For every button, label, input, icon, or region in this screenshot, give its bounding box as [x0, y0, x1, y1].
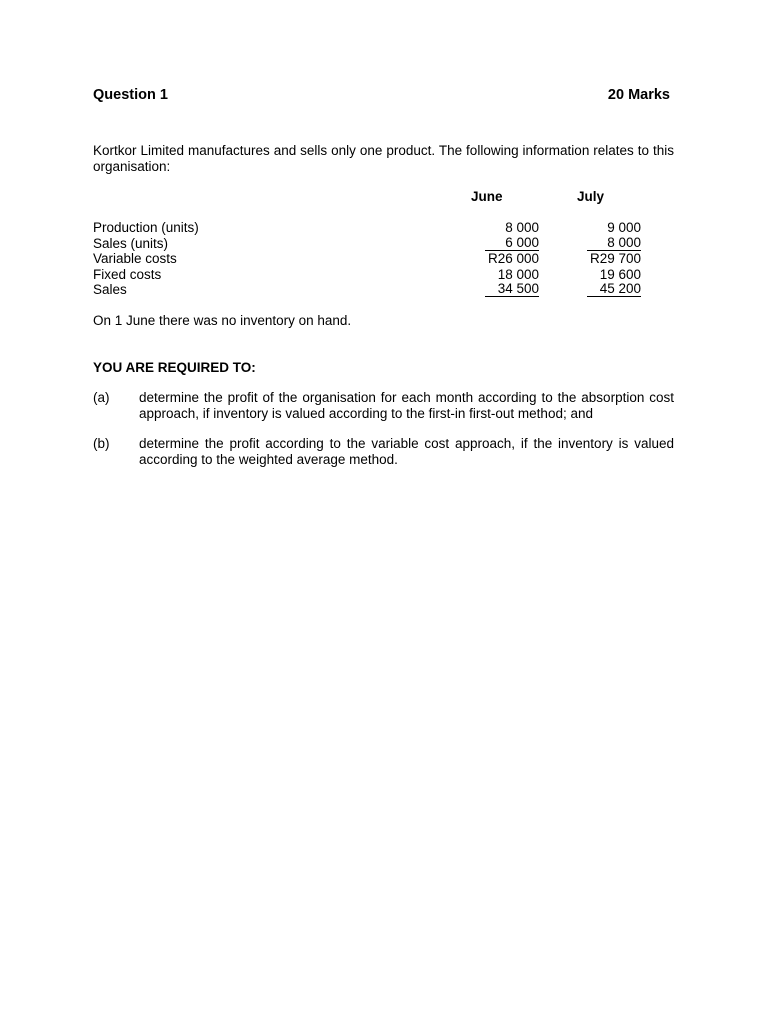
requirement-marker: (a)	[93, 390, 110, 405]
table-row	[93, 282, 653, 298]
row-label: Variable costs	[93, 251, 177, 267]
june-value: 18 000	[497, 266, 539, 282]
june-value: R26 000	[487, 251, 539, 267]
column-header-july: July	[577, 189, 605, 204]
question-marks: 20 Marks	[607, 87, 670, 103]
row-label: Sales (units)	[93, 235, 169, 251]
july-value: R29 700	[589, 251, 641, 267]
table-row	[93, 251, 653, 267]
june-value: 6 000	[485, 236, 539, 251]
july-value: 45 200	[587, 282, 641, 297]
july-value: 19 600	[599, 266, 641, 282]
requirement-text: determine the profit of the organisation for each month according to the absorption cost approach, if inventory is valued according to the first-in first-out method; and	[139, 390, 674, 421]
row-label: Production (units)	[93, 220, 199, 235]
data-table	[93, 220, 653, 298]
june-value: 34 500	[485, 282, 539, 297]
requirement-item	[93, 436, 674, 468]
inventory-note: On 1 June there was no inventory on hand.	[93, 313, 352, 328]
july-value: 8 000	[587, 236, 641, 251]
question-title: Question 1	[93, 87, 168, 103]
july-value: 9 000	[607, 220, 641, 235]
column-header-june: June	[471, 189, 503, 204]
table-row	[93, 236, 653, 252]
required-heading: YOU ARE REQUIRED TO:	[93, 360, 256, 375]
table-row	[93, 267, 653, 283]
requirement-text: determine the profit according to the variable cost approach, if the inventory is valued according to the weighted average method.	[139, 436, 674, 467]
requirement-marker: (b)	[93, 436, 110, 451]
row-label: Sales	[93, 282, 127, 298]
row-label: Fixed costs	[93, 266, 162, 282]
june-value: 8 000	[505, 220, 539, 235]
table-row	[93, 220, 653, 236]
intro-paragraph: Kortkor Limited manufactures and sells only one product. The following information relates to this organisation:	[93, 143, 674, 174]
requirement-item	[93, 390, 674, 422]
